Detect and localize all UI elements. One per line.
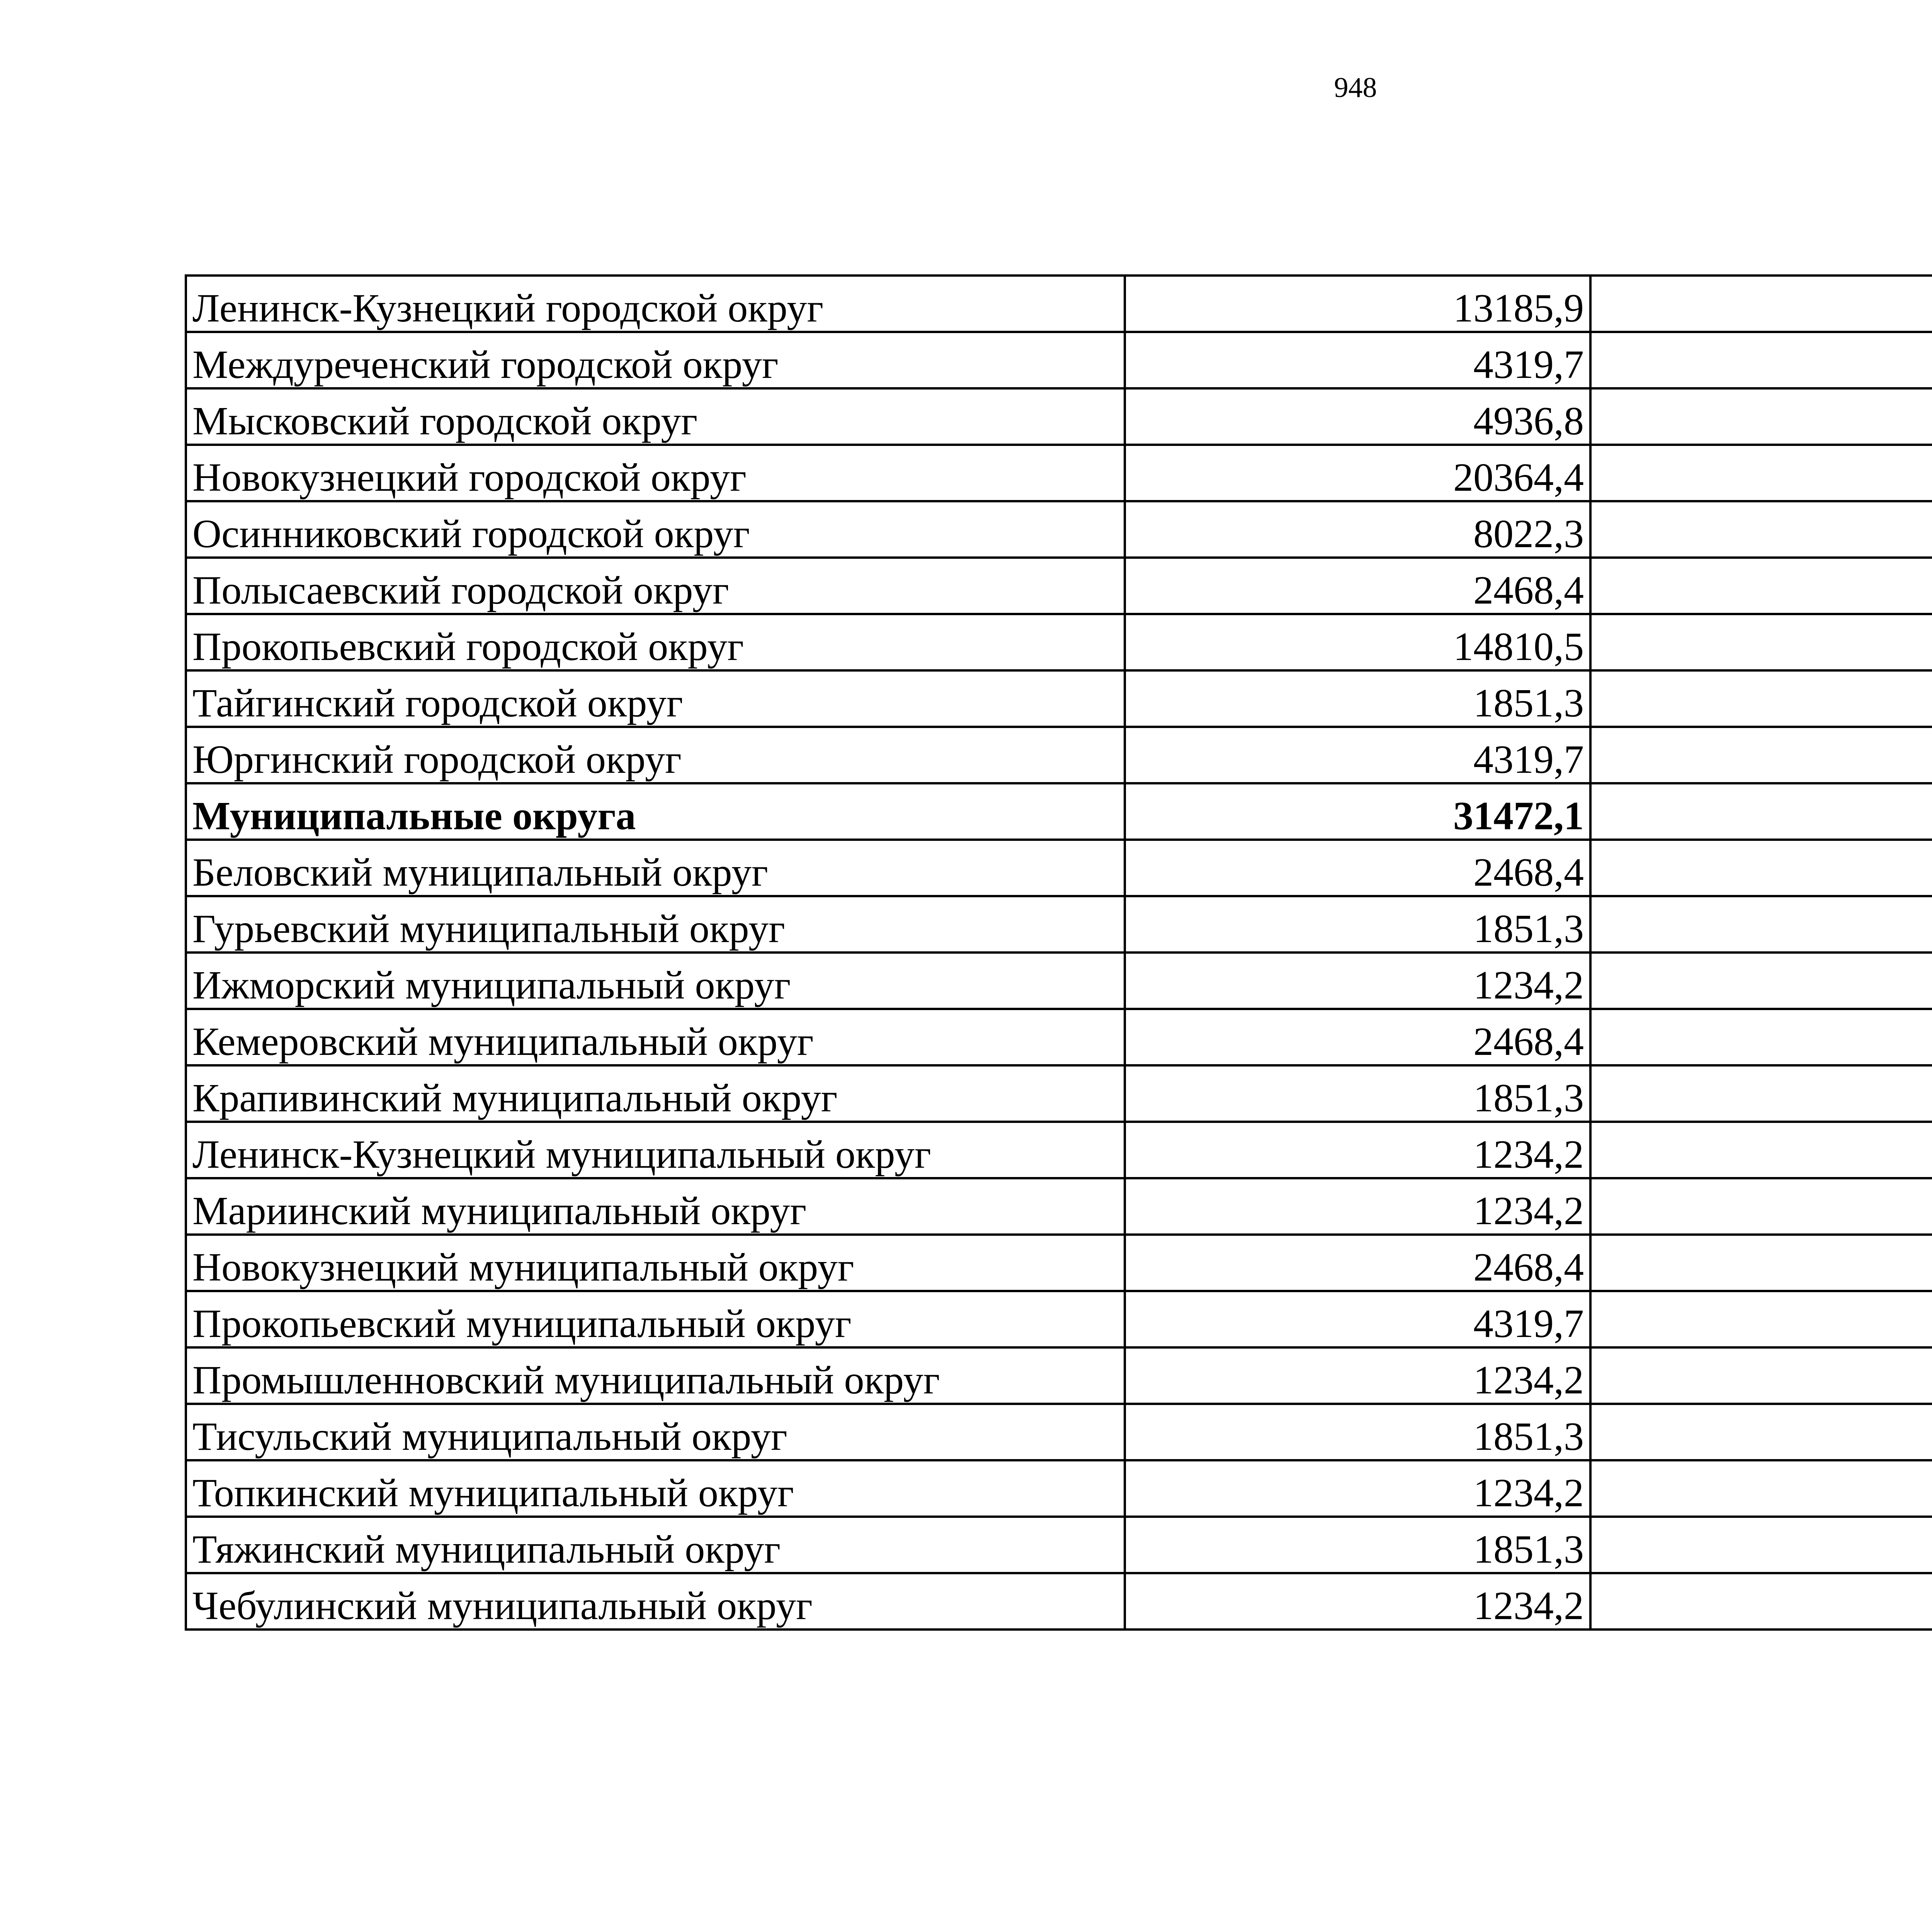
table-row	[186, 445, 1932, 501]
row-value-1-cell: 2468,4	[1125, 840, 1590, 896]
row-name-cell: Полысаевский городской округ	[186, 558, 1125, 614]
table-row	[186, 1065, 1932, 1122]
table-row	[186, 558, 1932, 614]
row-value-2-cell	[1590, 614, 1932, 670]
row-value-1-cell: 1234,2	[1125, 1178, 1590, 1235]
row-value-2-cell	[1590, 1573, 1932, 1630]
row-name-cell: Муниципальные округа	[186, 783, 1125, 840]
row-value-2-cell	[1590, 953, 1932, 1009]
row-value-1-cell: 1851,3	[1125, 1065, 1590, 1122]
row-name-cell: Гурьевский муниципальный округ	[186, 896, 1125, 953]
row-value-2-cell	[1590, 276, 1932, 332]
table-row	[186, 1235, 1932, 1291]
table-row	[186, 896, 1932, 953]
table-row	[186, 614, 1932, 670]
table-row	[186, 1573, 1932, 1630]
row-value-1-cell: 1851,3	[1125, 670, 1590, 727]
row-value-1-cell: 1234,2	[1125, 953, 1590, 1009]
table-row	[186, 1404, 1932, 1460]
row-name-cell: Прокопьевский городской округ	[186, 614, 1125, 670]
row-name-cell: Тайгинский городской округ	[186, 670, 1125, 727]
row-value-2-cell	[1590, 1009, 1932, 1065]
row-name-cell: Осинниковский городской округ	[186, 501, 1125, 558]
row-name-cell: Топкинский муниципальный округ	[186, 1460, 1125, 1517]
row-value-1-cell: 20364,4	[1125, 445, 1590, 501]
row-name-cell: Кемеровский муниципальный округ	[186, 1009, 1125, 1065]
table-row	[186, 501, 1932, 558]
table-row	[186, 840, 1932, 896]
row-value-1-cell: 2468,4	[1125, 1009, 1590, 1065]
row-value-2-cell	[1590, 445, 1932, 501]
table-row	[186, 1291, 1932, 1347]
row-value-1-cell: 1234,2	[1125, 1347, 1590, 1404]
row-value-2-cell	[1590, 1235, 1932, 1291]
row-name-cell: Ижморский муниципальный округ	[186, 953, 1125, 1009]
data-table	[185, 274, 1932, 1631]
row-value-1-cell: 2468,4	[1125, 558, 1590, 614]
row-name-cell: Междуреченский городской округ	[186, 332, 1125, 388]
table-row	[186, 1178, 1932, 1235]
row-name-cell: Мысковский городской округ	[186, 388, 1125, 445]
row-value-2-cell	[1590, 1291, 1932, 1347]
row-name-cell: Прокопьевский муниципальный округ	[186, 1291, 1125, 1347]
row-name-cell: Тяжинский муниципальный округ	[186, 1517, 1125, 1573]
table-row	[186, 388, 1932, 445]
row-name-cell: Крапивинский муниципальный округ	[186, 1065, 1125, 1122]
row-name-cell: Новокузнецкий городской округ	[186, 445, 1125, 501]
row-value-2-cell	[1590, 501, 1932, 558]
row-value-2-cell	[1590, 1517, 1932, 1573]
table-body	[186, 276, 1932, 1630]
row-name-cell: Ленинск-Кузнецкий городской округ	[186, 276, 1125, 332]
table-row	[186, 953, 1932, 1009]
row-name-cell: Промышленновский муниципальный округ	[186, 1347, 1125, 1404]
row-value-1-cell: 8022,3	[1125, 501, 1590, 558]
row-value-2-cell	[1590, 783, 1932, 840]
row-value-2-cell	[1590, 670, 1932, 727]
row-value-2-cell	[1590, 388, 1932, 445]
row-value-1-cell: 13185,9	[1125, 276, 1590, 332]
row-value-2-cell	[1590, 332, 1932, 388]
row-name-cell: Тисульский муниципальный округ	[186, 1404, 1125, 1460]
row-name-cell: Новокузнецкий муниципальный округ	[186, 1235, 1125, 1291]
row-value-1-cell: 2468,4	[1125, 1235, 1590, 1291]
table-row	[186, 1122, 1932, 1178]
row-name-cell: Мариинский муниципальный округ	[186, 1178, 1125, 1235]
table-row	[186, 1347, 1932, 1404]
row-value-1-cell: 1851,3	[1125, 1517, 1590, 1573]
row-value-1-cell: 1234,2	[1125, 1573, 1590, 1630]
row-value-2-cell	[1590, 1404, 1932, 1460]
row-value-1-cell: 1234,2	[1125, 1460, 1590, 1517]
row-value-2-cell	[1590, 727, 1932, 783]
row-name-cell: Ленинск-Кузнецкий муниципальный округ	[186, 1122, 1125, 1178]
row-value-1-cell: 31472,1	[1125, 783, 1590, 840]
table-row	[186, 1009, 1932, 1065]
table-row	[186, 276, 1932, 332]
row-value-1-cell: 4936,8	[1125, 388, 1590, 445]
row-name-cell: Беловский муниципальный округ	[186, 840, 1125, 896]
row-value-1-cell: 1851,3	[1125, 1404, 1590, 1460]
row-value-1-cell: 1234,2	[1125, 1122, 1590, 1178]
row-name-cell: Чебулинский муниципальный округ	[186, 1573, 1125, 1630]
table-row	[186, 332, 1932, 388]
table-row	[186, 670, 1932, 727]
row-value-2-cell	[1590, 1460, 1932, 1517]
table-row	[186, 1460, 1932, 1517]
table-row	[186, 783, 1932, 840]
row-value-2-cell	[1590, 896, 1932, 953]
row-value-1-cell: 1851,3	[1125, 896, 1590, 953]
row-name-cell: Юргинский городской округ	[186, 727, 1125, 783]
row-value-1-cell: 4319,7	[1125, 332, 1590, 388]
row-value-2-cell	[1590, 840, 1932, 896]
row-value-2-cell	[1590, 1065, 1932, 1122]
row-value-2-cell	[1590, 1178, 1932, 1235]
table-row	[186, 727, 1932, 783]
row-value-1-cell: 4319,7	[1125, 727, 1590, 783]
table-row	[186, 1517, 1932, 1573]
row-value-2-cell	[1590, 558, 1932, 614]
row-value-1-cell: 14810,5	[1125, 614, 1590, 670]
page-number: 948	[1334, 72, 1377, 104]
row-value-2-cell	[1590, 1122, 1932, 1178]
row-value-1-cell: 4319,7	[1125, 1291, 1590, 1347]
row-value-2-cell	[1590, 1347, 1932, 1404]
